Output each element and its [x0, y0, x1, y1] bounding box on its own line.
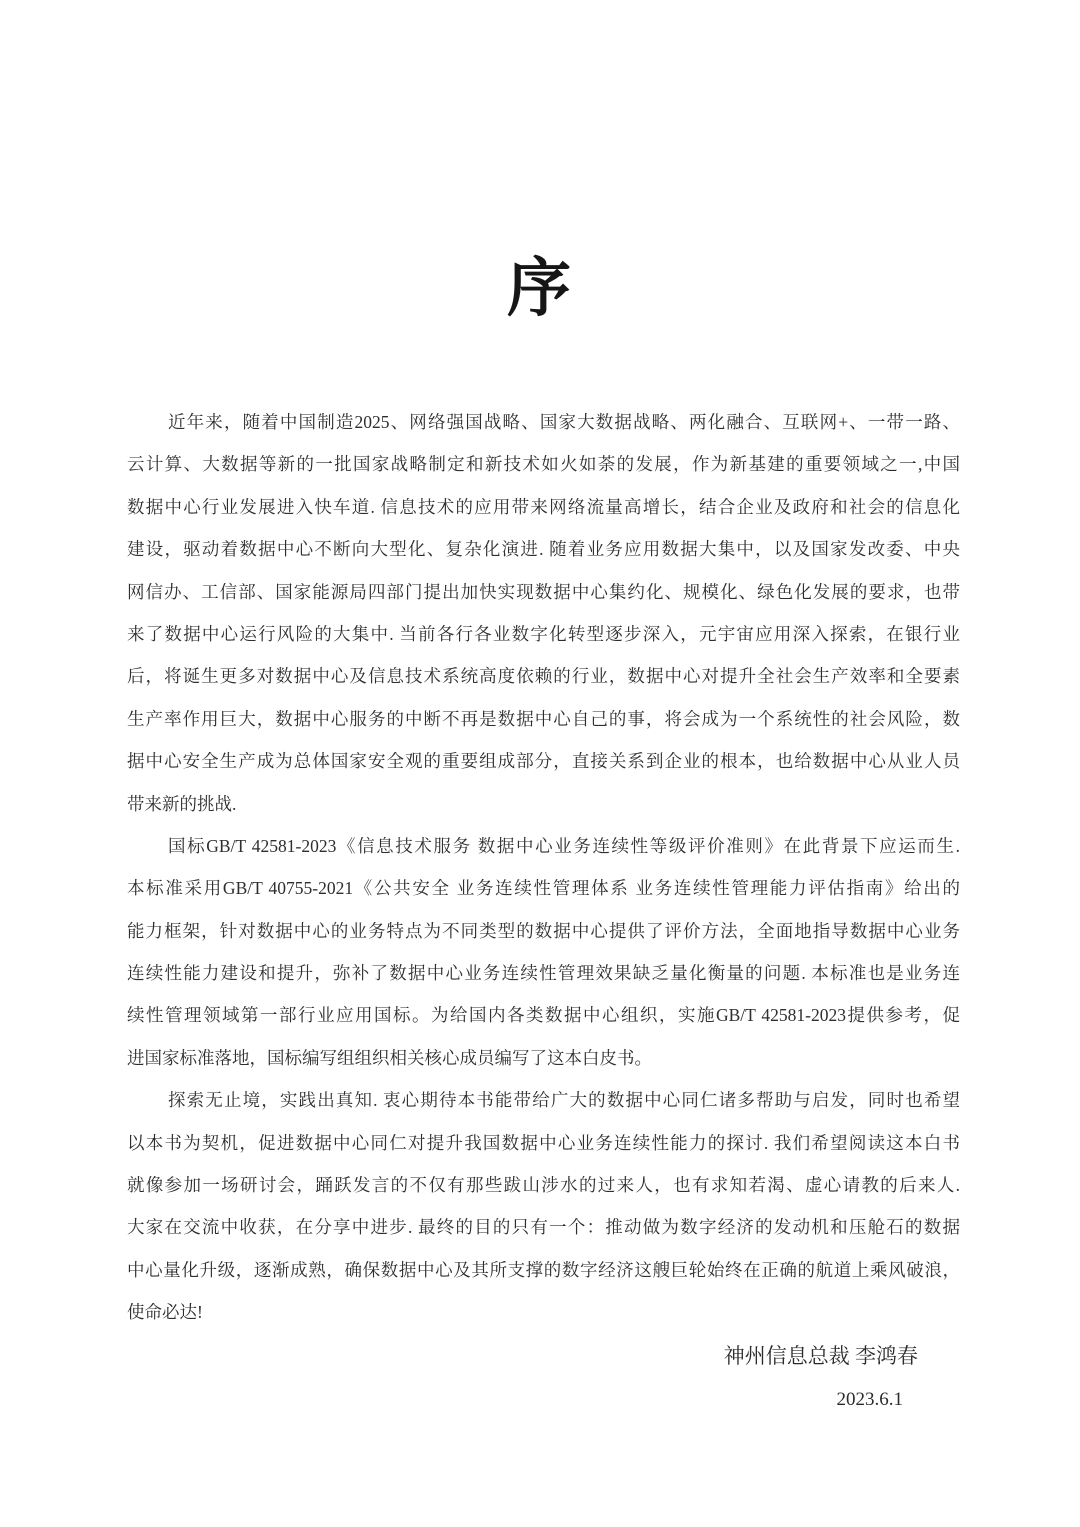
text-line: 能力框架，针对数据中心的业务特点为不同类型的数据中心提供了评价方法，全面地指导数据中心业务	[127, 920, 960, 941]
page-title: 序	[507, 253, 573, 324]
text-line: 续性管理领域第一部行业应用国标。为给国内各类数据中心组织，实施GB/T 42581-2023提供参考，促	[127, 1005, 960, 1026]
text-line: 后，将诞生更多对数据中心及信息技术系统高度依赖的行业，数据中心对提升全社会生产效率和全要素	[127, 666, 960, 687]
preface-body	[127, 401, 960, 1334]
text-line: 据中心安全生产成为总体国家安全观的重要组成部分，直接关系到企业的根本，也给数据中心从业人员	[127, 751, 960, 772]
text-line: 带来新的挑战.	[127, 793, 237, 814]
text-line: 网信办、工信部、国家能源局四部门提出加快实现数据中心集约化、规模化、绿色化发展的要求，也带	[127, 581, 960, 602]
text-line: 国标GB/T 42581-2023《信息技术服务 数据中心业务连续性等级评价准则》在此背景下应运而生.	[168, 835, 960, 856]
text-line: 生产率作用巨大，数据中心服务的中断不再是数据中心自己的事，将会成为一个系统性的社会风险，数	[127, 708, 960, 729]
text-line: 来了数据中心运行风险的大集中. 当前各行各业数字化转型逐步深入，元宇宙应用深入探索，在银行业	[127, 623, 960, 644]
text-line: 使命必达!	[127, 1302, 203, 1323]
text-line: 就像参加一场研讨会，踊跃发言的不仅有那些跋山涉水的过来人，也有求知若渴、虚心请教的后来人.	[127, 1175, 960, 1196]
text-line: 云计算、大数据等新的一批国家战略制定和新技术如火如荼的发展，作为新基建的重要领域之一,中国	[127, 454, 960, 475]
text-line: 以本书为契机，促进数据中心同仁对提升我国数据中心业务连续性能力的探讨. 我们希望阅读这本白书	[127, 1132, 960, 1153]
text-line: 连续性能力建设和提升，弥补了数据中心业务连续性管理效果缺乏量化衡量的问题. 本标准也是业务连	[127, 963, 960, 984]
text-line: 大家在交流中收获，在分享中进步. 最终的目的只有一个：推动做为数字经济的发动机和压舱石的数据	[127, 1217, 960, 1238]
text-line: 进国家标准落地，国标编写组组织相关核心成员编写了这本白皮书。	[127, 1047, 652, 1068]
text-line: 本标准采用GB/T 40755-2021《公共安全 业务连续性管理体系 业务连续性管理能力评估指南》给出的	[127, 878, 960, 899]
text-line: 中心量化升级，逐渐成熟，确保数据中心及其所支撑的数字经济这艘巨轮始终在正确的航道上乘风破浪，	[127, 1259, 960, 1280]
text-line: 探索无止境，实践出真知. 衷心期待本书能带给广大的数据中心同仁诸多帮助与启发，同时也希望	[168, 1090, 960, 1111]
date: 2023.6.1	[836, 1388, 903, 1410]
text-line: 近年来，随着中国制造2025、网络强国战略、国家大数据战略、两化融合、互联网+、一带一路、	[168, 412, 960, 432]
text-line: 建设，驱动着数据中心不断向大型化、复杂化演进. 随着业务应用数据大集中，以及国家发改委、中央	[127, 539, 960, 560]
signature: 神州信息总裁 李鸿春	[723, 1343, 918, 1368]
text-line: 数据中心行业发展进入快车道. 信息技术的应用带来网络流量高增长，结合企业及政府和社会的信息化	[127, 496, 960, 517]
